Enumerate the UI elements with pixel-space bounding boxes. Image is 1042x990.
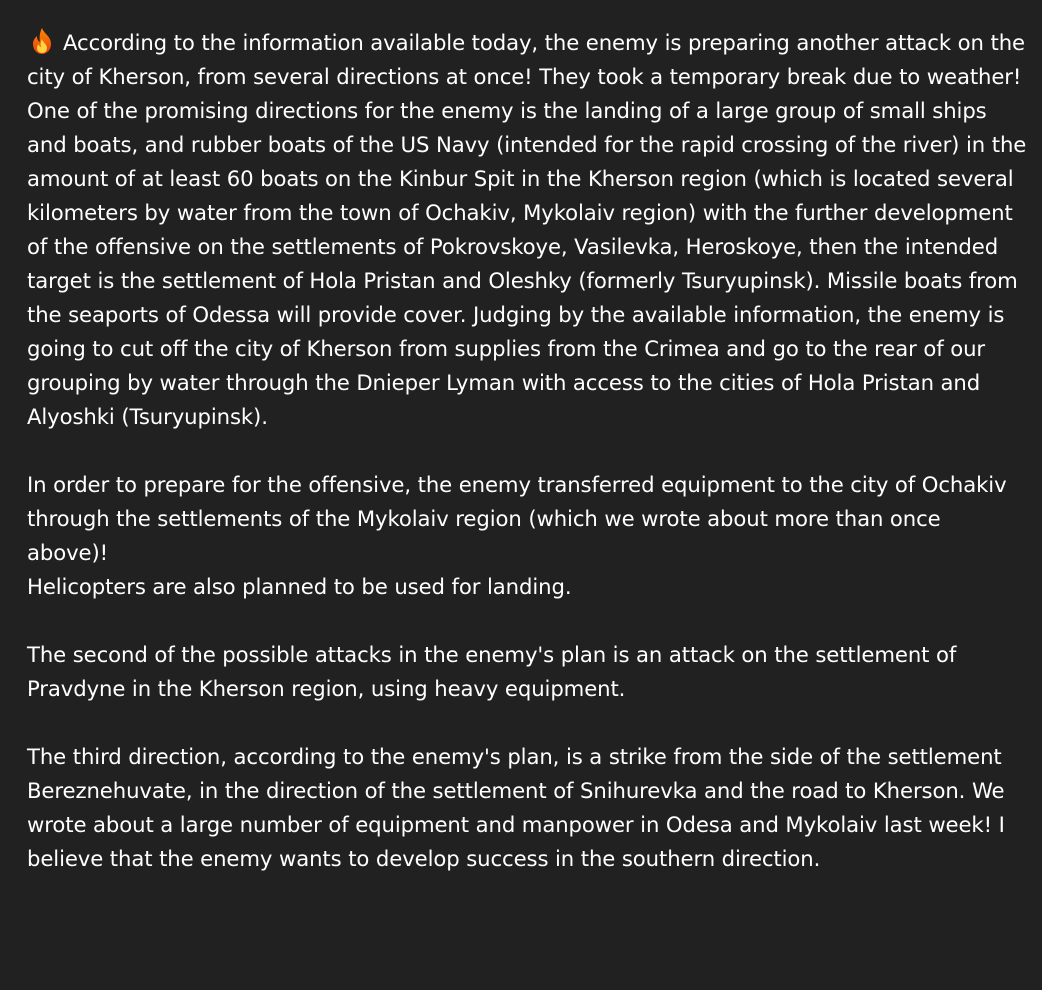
message-paragraph-2: In order to prepare for the offensive, the enemy transferred equipment to the city of Ochakiv through the settlements of the Mykolaiv region (which we wrote about more than once above)! xyxy=(27,472,1014,565)
message-text xyxy=(27,26,1033,876)
fire-emoji-icon xyxy=(27,27,57,55)
message-paragraph-3: Helicopters are also planned to be used for landing. xyxy=(27,574,572,599)
message-paragraph-1 xyxy=(27,26,1033,434)
message-paragraph-4: The second of the possible attacks in the enemy's plan is an attack on the settlement of Pravdyne in the Kherson region, using heavy equipment. xyxy=(27,642,963,701)
paragraph-spacer xyxy=(27,604,1027,638)
paragraph-spacer xyxy=(27,434,1027,468)
paragraph-1-text: According to the information available today, the enemy is preparing another attack on the city of Kherson, from several directions at once! They took a temporary break due to weather! One of the promising directions for the enemy is the landing of a large group of small ships and boats, and rubber boats of the US Navy (intended for the rapid crossing of the river) in the amount of at least 60 boats on the Kinbur Spit in the Kherson region (which is located several kilometers by water from the town of Ochakiv, Mykolaiv region) with the further development of the offensive on the settlements of Pokrovskoye, Vasilevka, Heroskoye, then the intended target is the settlement of Hola Pristan and Oleshky (formerly Tsuryupinsk). Missile boats from the seaports of Odessa will provide cover. Judging by the available information, the enemy is going to cut off the city of Kherson from supplies from the Crimea and go to the rear of our grouping by water through the Dnieper Lyman with access to the cities of Hola Pristan and Alyoshki (Tsuryupinsk). xyxy=(27,30,1033,429)
paragraph-spacer xyxy=(27,706,1027,740)
message-paragraph-5: The third direction, according to the enemy's plan, is a strike from the side of the settlement Bereznehuvate, in the direction of the settlement of Snihurevka and the road to Kherson. We wrote about a large number of equipment and manpower in Odesa and Mykolaiv last week! I believe that the enemy wants to develop success in the southern direction. xyxy=(27,744,1012,871)
